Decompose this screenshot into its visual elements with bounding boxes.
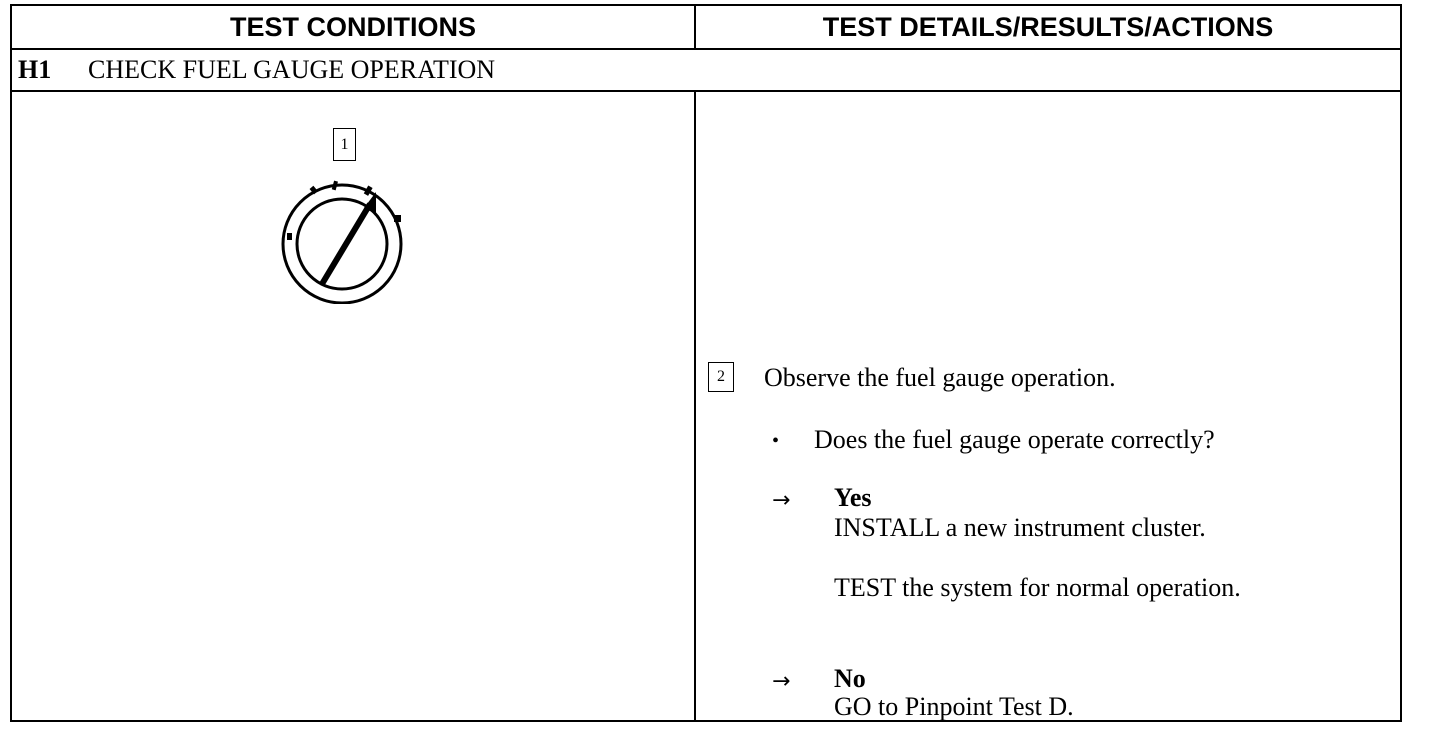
no-label: No [834,664,866,693]
header-test-details: TEST DETAILS/RESULTS/ACTIONS [822,11,1274,42]
callout-1: 1 [333,128,356,161]
callout-2: 2 [708,362,734,392]
test-conditions-cell [12,92,696,720]
yes-label: Yes [834,483,872,512]
yes-action-test: TEST the system for normal operation. [834,573,1241,602]
test-details-cell [696,92,1400,720]
no-arrow-icon: → [772,669,791,694]
header-row [12,6,1400,50]
header-test-conditions: TEST CONDITIONS [12,6,696,48]
step-id: H1 [18,55,52,84]
question-text: Does the fuel gauge operate correctly? [814,425,1215,454]
step-title-row [12,50,1400,92]
instruction-text: Observe the fuel gauge operation. [764,363,1116,392]
ignition-key-icon [278,180,412,304]
yes-arrow-icon: → [772,488,791,513]
pinpoint-test-table [10,4,1402,722]
step-title: CHECK FUEL GAUGE OPERATION [88,55,496,84]
yes-action-install: INSTALL a new instrument cluster. [834,513,1206,542]
no-action-goto: GO to Pinpoint Test D. [834,692,1074,721]
bullet-mark: • [772,430,780,452]
